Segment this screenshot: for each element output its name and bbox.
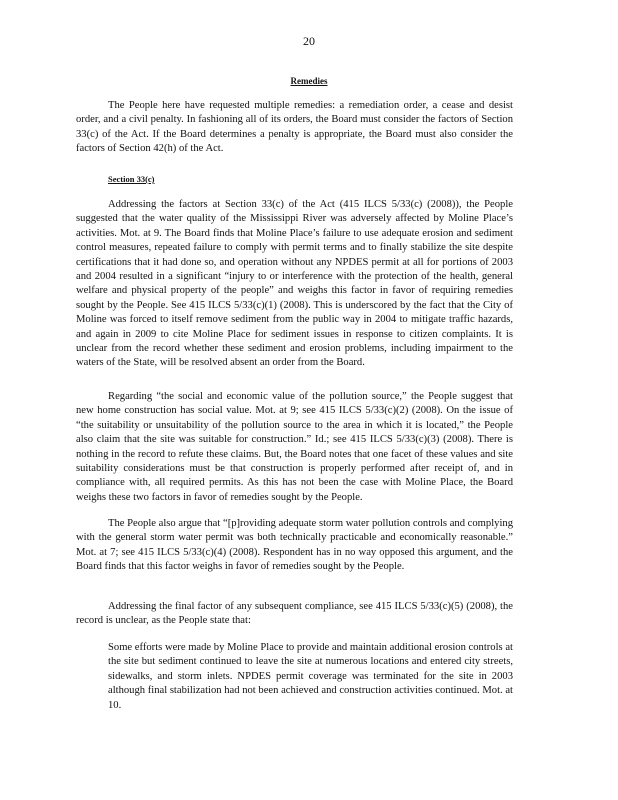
subsection-heading xyxy=(108,174,155,184)
paragraph-remedies-intro: The People here have requested multiple remedies: a remediation order, a cease and desist order, and a civil penalty. In fashioning all of its orders, the Board must consider the factors of Section 33(c) of the Act. If the Board determines a penalty is appropriate, the Board must also consider the factors of Section 42(h) of the Act. xyxy=(76,100,513,155)
section-heading-text: Remedies xyxy=(290,76,328,86)
subsection-heading-text: Section 33(c) xyxy=(108,174,155,184)
page-number: 20 xyxy=(303,34,315,48)
block-quote: Some efforts were made by Moline Place to provide and maintain additional erosion controls at the site but sediment continued to leave the site at numerous locations and entered city streets, sidewalks, and storm inlets. NPDES permit coverage was terminated for the site in 2003 although final stabilization had not been achieved and construction activities continued. Mot. at 10. xyxy=(108,642,513,711)
paragraph-factor-1: Addressing the factors at Section 33(c) of the Act (415 ILCS 5/33(c) (2008)), the People suggested that the water quality of the Mississippi River was adversely affected by Moline Place’s activities. Mot. at 9. The Board finds that Moline Place’s failure to use adequate erosion and sediment control measures, repeated failure to comply with permit terms and to finally stabilize the site despite certifications that it had done so, and operation without any NPDES permit at all for portions of 2003 and 2004 resulted in a significant “injury to or interference with the protection of the health, general welfare and physical property of the people” and weighs this factor in favor of requiring remedies sought by the People. See 415 ILCS 5/33(c)(1) (2008). This is underscored by the fact that the City of Moline was forced to itself remove sediment from the public way in 2004 to mitigate traffic hazards, and again in 2009 to cite Moline Place for sediment issues in response to citizen complaints. It is unclear from the record whether these sediment and erosion problems, including impairment to the waters of the State, will be resolved absent an order from the Board. xyxy=(76,199,513,369)
paragraph-factors-2-3: Regarding “the social and economic value of the pollution source,” the People suggest that new home construction has social value. Mot. at 9; see 415 ILCS 5/33(c)(2) (2008). On the issue of “the suitability or unsuitability of the pollution source to the area in which it is located,” the People also claim that the site was suitable for construction.” Id.; see 415 ILCS 5/33(c)(3) (2008). There is nothing in the record to refute these claims. But, the Board notes that one facet of these values and site suitability considerations must be that construction is properly performed after receipt of, and in compliance with, all required permits. As this has not been the case with Moline Place, the Board weighs these two factors in favor of remedies sought by the People. xyxy=(76,391,513,503)
paragraph-factor-4: The People also argue that “[p]roviding adequate storm water pollution controls and complying with the general storm water permit was both technically practicable and economically reasonable.” Mot. at 7; see 415 ILCS 5/33(c)(4) (2008). Respondent has in no way opposed this argument, and the Board finds that this factor weighs in favor of remedies sought by the People. xyxy=(76,518,513,573)
paragraph-factor-5: Addressing the final factor of any subsequent compliance, see 415 ILCS 5/33(c)(5) (2008), the record is unclear, as the People state that: xyxy=(76,601,513,627)
section-heading xyxy=(0,76,618,86)
